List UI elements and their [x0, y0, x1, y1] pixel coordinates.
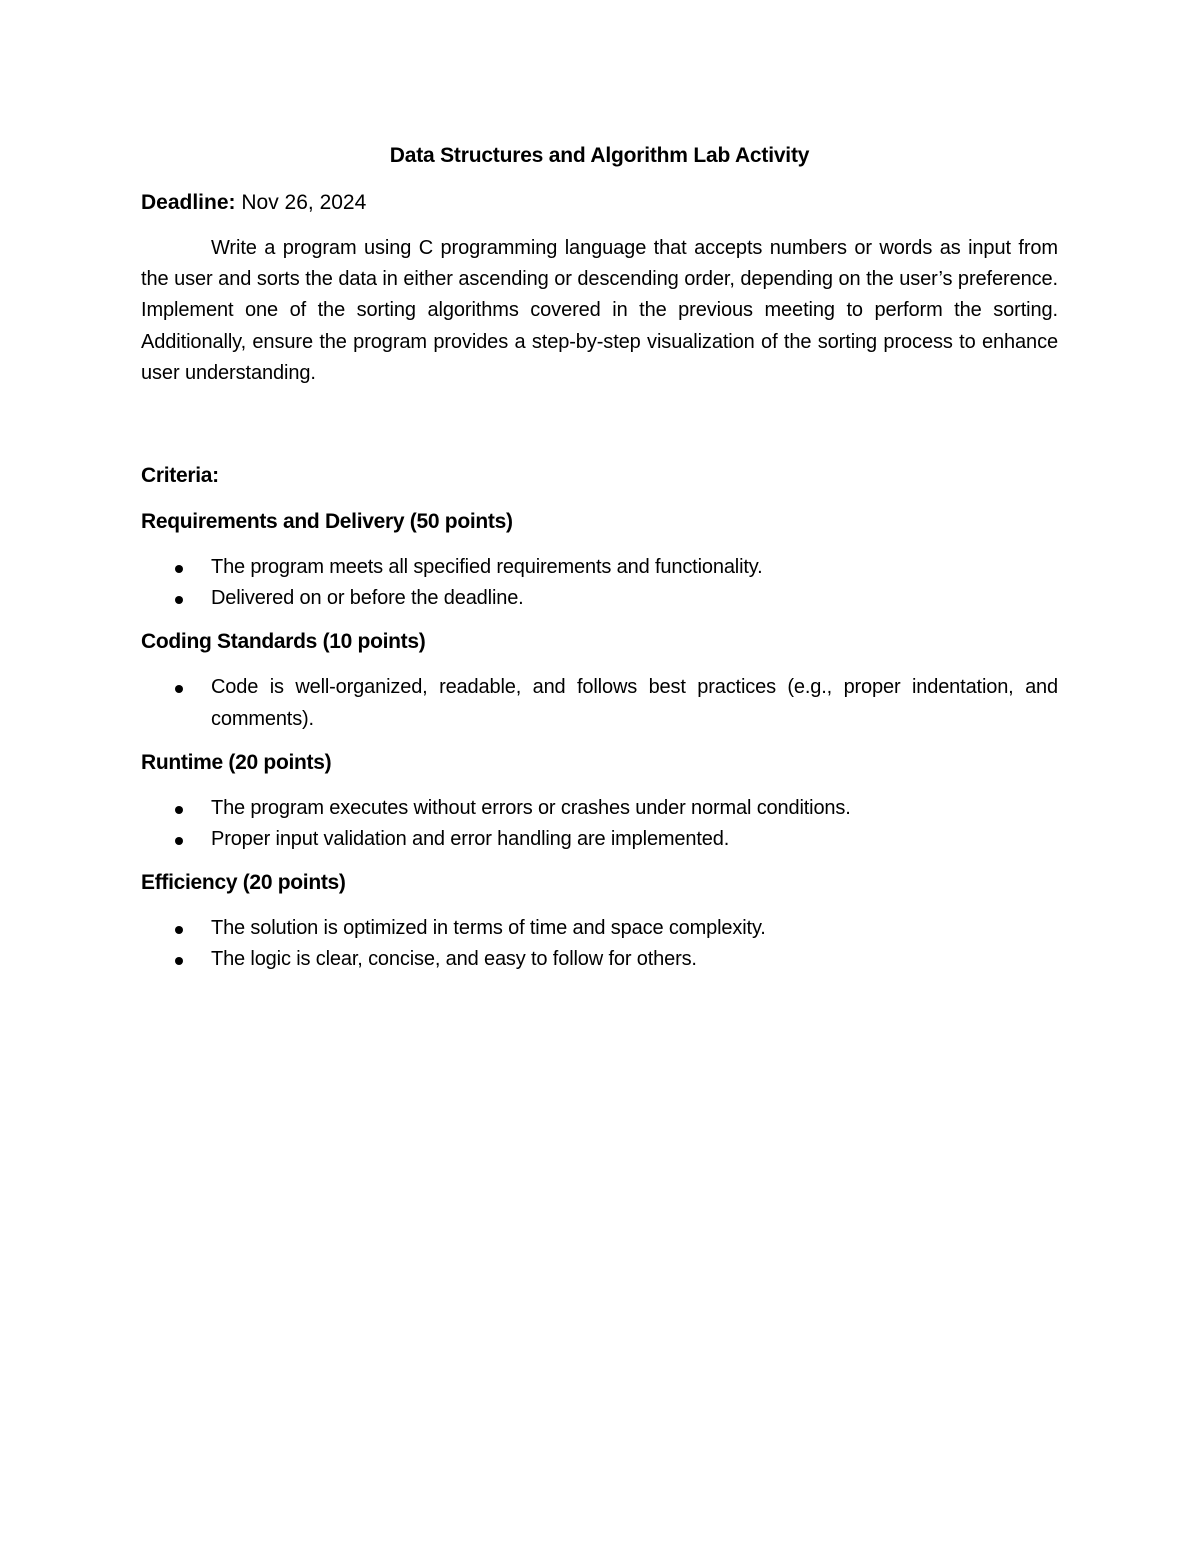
bullet-item	[141, 583, 1058, 614]
section-heading: Coding Standards (10 points)	[141, 630, 426, 654]
bullet-text: The solution is optimized in terms of time and space complexity.	[211, 917, 766, 940]
criteria-section-runtime	[141, 747, 1058, 855]
criteria-section-efficiency	[141, 867, 1058, 975]
criteria-heading: Criteria:	[141, 464, 219, 488]
bullet-text: The program executes without errors or crashes under normal conditions.	[211, 796, 851, 819]
criteria-section-coding-standards	[141, 626, 1058, 734]
bullet-list	[141, 793, 1058, 855]
bullet-text: Delivered on or before the deadline.	[211, 587, 524, 610]
bullet-item	[141, 793, 1058, 824]
bullet-item	[141, 913, 1058, 944]
bullet-text: The logic is clear, concise, and easy to follow for others.	[211, 948, 697, 971]
bullet-list	[141, 552, 1058, 614]
bullet-dot-icon	[175, 957, 183, 965]
bullet-text: Proper input validation and error handling are implemented.	[211, 828, 730, 851]
deadline-label: Deadline:	[141, 191, 236, 214]
bullet-item	[141, 552, 1058, 583]
bullet-item	[141, 944, 1058, 975]
deadline-line	[141, 187, 1058, 219]
bullet-text: The program meets all specified requirements and functionality.	[211, 556, 763, 579]
bullet-dot-icon	[175, 596, 183, 604]
section-heading: Runtime (20 points)	[141, 750, 332, 774]
bullet-dot-icon	[175, 837, 183, 845]
bullet-dot-icon	[175, 685, 183, 693]
bullet-text: Code is well-organized, readable, and follows best practices (e.g., proper indentation, and comments).	[211, 676, 1058, 730]
bullet-dot-icon	[175, 926, 183, 934]
criteria-section-requirements	[141, 506, 1058, 614]
instructions-paragraph: Write a program using C programming language that accepts numbers or words as input from the user and sorts the data in either ascending or descending order, depending on the user’s preference. Implement one of the sorting algorithms covered in the previous meeting to perform the sorting. Additionally, ensure the program provides a step-by-step visualization of the sorting process to enhance user understanding.	[141, 237, 1058, 384]
bullet-item	[141, 824, 1058, 855]
bullet-list	[141, 913, 1058, 975]
section-heading: Efficiency (20 points)	[141, 871, 346, 895]
bullet-list	[141, 672, 1058, 734]
bullet-dot-icon	[175, 565, 183, 573]
document-title: Data Structures and Algorithm Lab Activity	[389, 144, 810, 167]
document-content	[141, 140, 1058, 988]
bullet-item	[141, 672, 1058, 734]
deadline-value: Nov 26, 2024	[235, 191, 367, 214]
section-heading: Requirements and Delivery (50 points)	[141, 510, 513, 534]
bullet-dot-icon	[175, 806, 183, 814]
